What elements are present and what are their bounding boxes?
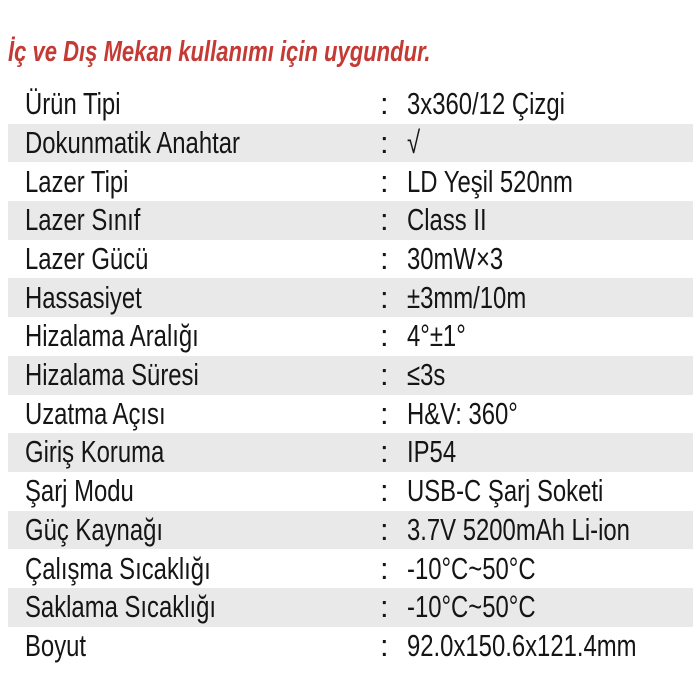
- spec-label: Saklama Sıcaklığı: [25, 589, 217, 625]
- spec-label: Hizalama Aralığı: [25, 318, 199, 354]
- spec-label-cell: [25, 358, 380, 392]
- spec-colon: :: [380, 279, 389, 315]
- spec-value-cell: [407, 513, 697, 547]
- spec-value: 3.7V 5200mAh Li-ion: [407, 511, 630, 547]
- spec-value: 92.0x150.6x121.4mm: [407, 627, 637, 663]
- spec-row: [8, 124, 693, 163]
- spec-label-cell: [25, 87, 380, 121]
- spec-value: USB-C Şarj Soketi: [407, 473, 604, 509]
- spec-value: H&V: 360°: [407, 395, 518, 431]
- spec-colon: :: [380, 589, 389, 625]
- spec-colon: :: [380, 473, 389, 509]
- spec-label-cell: [25, 435, 380, 469]
- page-title-text: İç ve Dış Mekan kullanımı için uygundur.: [8, 36, 431, 68]
- spec-row: [8, 588, 693, 627]
- spec-value: √: [407, 124, 421, 160]
- spec-value-cell: [407, 397, 693, 431]
- spec-label-cell: [25, 513, 380, 547]
- spec-value-cell: [407, 165, 693, 199]
- spec-label: Lazer Tipi: [25, 163, 129, 199]
- spec-row: [8, 549, 693, 588]
- spec-label-cell: [25, 629, 380, 663]
- spec-label-cell: [25, 203, 380, 237]
- spec-label: Dokunmatik Anahtar: [25, 124, 240, 160]
- spec-label: Hizalama Süresi: [25, 357, 199, 393]
- spec-label-cell: [25, 281, 380, 315]
- spec-colon: :: [380, 434, 389, 470]
- spec-value: ≤3s: [407, 357, 446, 393]
- spec-label: Lazer Gücü: [25, 241, 149, 277]
- spec-row: [8, 85, 693, 124]
- spec-label: Şarj Modu: [25, 473, 134, 509]
- spec-colon: :: [380, 357, 389, 393]
- spec-label: Hassasiyet: [25, 279, 142, 315]
- spec-row: [8, 240, 693, 279]
- spec-row: [8, 511, 693, 550]
- spec-value: ±3mm/10m: [407, 279, 527, 315]
- spec-value-cell: [407, 281, 693, 315]
- spec-value-cell: [407, 203, 693, 237]
- spec-colon: :: [380, 511, 389, 547]
- spec-colon: :: [380, 86, 389, 122]
- spec-label-cell: [25, 126, 380, 160]
- spec-colon: :: [380, 124, 389, 160]
- spec-value: -10°C~50°C: [407, 550, 536, 586]
- spec-value-cell: [407, 474, 693, 508]
- spec-label: Boyut: [25, 627, 87, 663]
- spec-colon: :: [380, 241, 389, 277]
- spec-label-cell: [25, 397, 380, 431]
- spec-row: [8, 162, 693, 201]
- spec-label-cell: [25, 165, 380, 199]
- spec-row: [8, 627, 693, 666]
- spec-label: Lazer Sınıf: [25, 202, 141, 238]
- spec-value: 3x360/12 Çizgi: [407, 86, 565, 122]
- spec-label: Giriş Koruma: [25, 434, 165, 470]
- spec-colon: :: [380, 395, 389, 431]
- spec-row: [8, 317, 693, 356]
- spec-row: [8, 356, 693, 395]
- spec-value-cell: [407, 242, 693, 276]
- spec-label: Çalışma Sıcaklığı: [25, 550, 211, 586]
- spec-label-cell: [25, 552, 380, 586]
- spec-label-cell: [25, 242, 380, 276]
- spec-label: Güç Kaynağı: [25, 511, 163, 547]
- spec-label: Uzatma Açısı: [25, 395, 166, 431]
- spec-row: [8, 278, 693, 317]
- spec-value-cell: [407, 590, 693, 624]
- spec-colon: :: [380, 163, 389, 199]
- spec-label-cell: [25, 590, 380, 624]
- spec-value: -10°C~50°C: [407, 589, 536, 625]
- spec-label-cell: [25, 319, 380, 353]
- spec-label: Ürün Tipi: [25, 86, 121, 122]
- spec-value: Class II: [407, 202, 487, 238]
- spec-value: 4°±1°: [407, 318, 466, 354]
- spec-value-cell: [407, 319, 693, 353]
- spec-value: LD Yeşil 520nm: [407, 163, 573, 199]
- spec-value-cell: [407, 435, 693, 469]
- spec-value-cell: [407, 126, 693, 160]
- spec-row: [8, 201, 693, 240]
- spec-colon: :: [380, 627, 389, 663]
- spec-table: [8, 85, 693, 665]
- spec-value: 30mW×3: [407, 241, 504, 277]
- spec-colon: :: [380, 550, 389, 586]
- page-title: [8, 36, 564, 69]
- spec-label-cell: [25, 474, 380, 508]
- spec-colon: :: [380, 202, 389, 238]
- spec-row: [8, 395, 693, 434]
- spec-row: [8, 433, 693, 472]
- spec-value-cell: [407, 358, 693, 392]
- spec-colon: :: [380, 318, 389, 354]
- spec-value-cell: [407, 87, 693, 121]
- spec-value-cell: [407, 629, 700, 663]
- spec-value: IP54: [407, 434, 457, 470]
- spec-row: [8, 472, 693, 511]
- spec-value-cell: [407, 552, 693, 586]
